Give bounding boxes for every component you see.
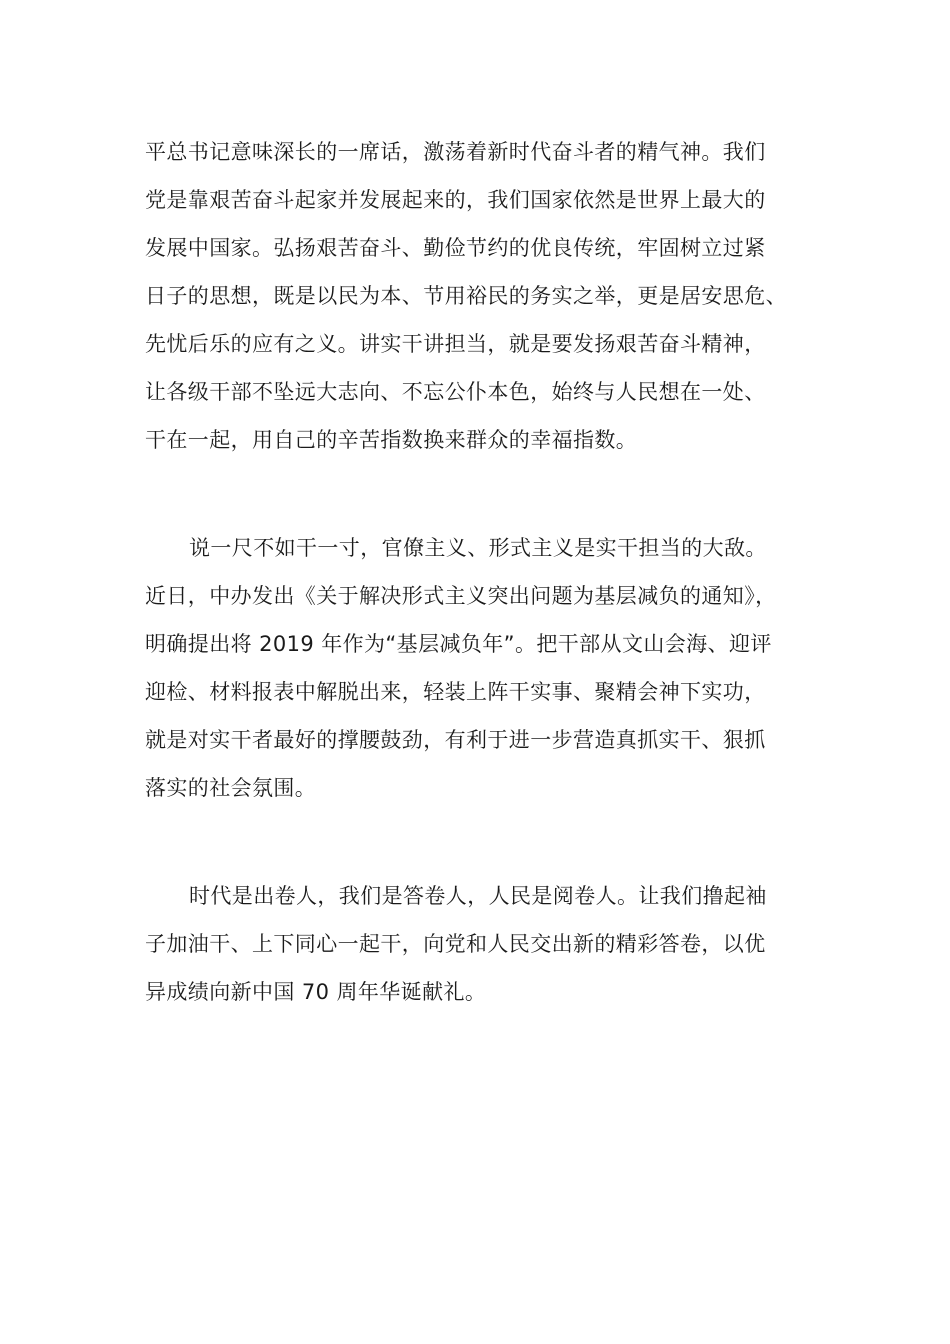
paragraph-line: 迎检、材料报表中解脱出来，轻装上阵干实事、聚精会神下实功， <box>145 680 766 704</box>
paragraph-line: 先忧后乐的应有之义。讲实干讲担当，就是要发扬艰苦奋斗精神， <box>145 332 766 356</box>
paragraph-line: 明确提出将 2019 年作为“基层减负年”。把干部从文山会海、迎评 <box>145 632 772 656</box>
paragraph-line: 落实的社会氛围。 <box>145 776 317 800</box>
paragraph-line: 说一尺不如干一寸，官僚主义、形式主义是实干担当的大敌。 <box>189 536 767 560</box>
paragraph-1 <box>145 128 835 464</box>
paragraph-line: 让各级干部不坠远大志向、不忘公仆本色，始终与人民想在一处、 <box>145 380 766 404</box>
paragraph-line: 近日，中办发出《关于解决形式主义突出问题为基层减负的通知》， <box>145 584 777 608</box>
paragraph-line: 党是靠艰苦奋斗起家并发展起来的，我们国家依然是世界上最大的 <box>145 188 766 212</box>
paragraph-line: 就是对实干者最好的撑腰鼓劲，有利于进一步营造真抓实干、狠抓 <box>145 728 766 752</box>
paragraph-line: 平总书记意味深长的一席话，激荡着新时代奋斗者的精气神。我们 <box>145 140 766 164</box>
paragraph-line: 干在一起，用自己的辛苦指数换来群众的幸福指数。 <box>145 428 638 452</box>
paragraph-line: 异成绩向新中国 70 周年华诞献礼。 <box>145 980 487 1004</box>
paragraph-2 <box>145 524 835 812</box>
paragraph-3 <box>145 872 835 1016</box>
paragraph-line: 时代是出卷人，我们是答卷人，人民是阅卷人。让我们撸起袖 <box>189 884 767 908</box>
paragraph-line: 子加油干、上下同心一起干，向党和人民交出新的精彩答卷，以优 <box>145 932 766 956</box>
paragraph-line: 日子的思想，既是以民为本、节用裕民的务实之举，更是居安思危、 <box>145 284 787 308</box>
paragraph-line: 发展中国家。弘扬艰苦奋斗、勤俭节约的优良传统，牢固树立过紧 <box>145 236 766 260</box>
